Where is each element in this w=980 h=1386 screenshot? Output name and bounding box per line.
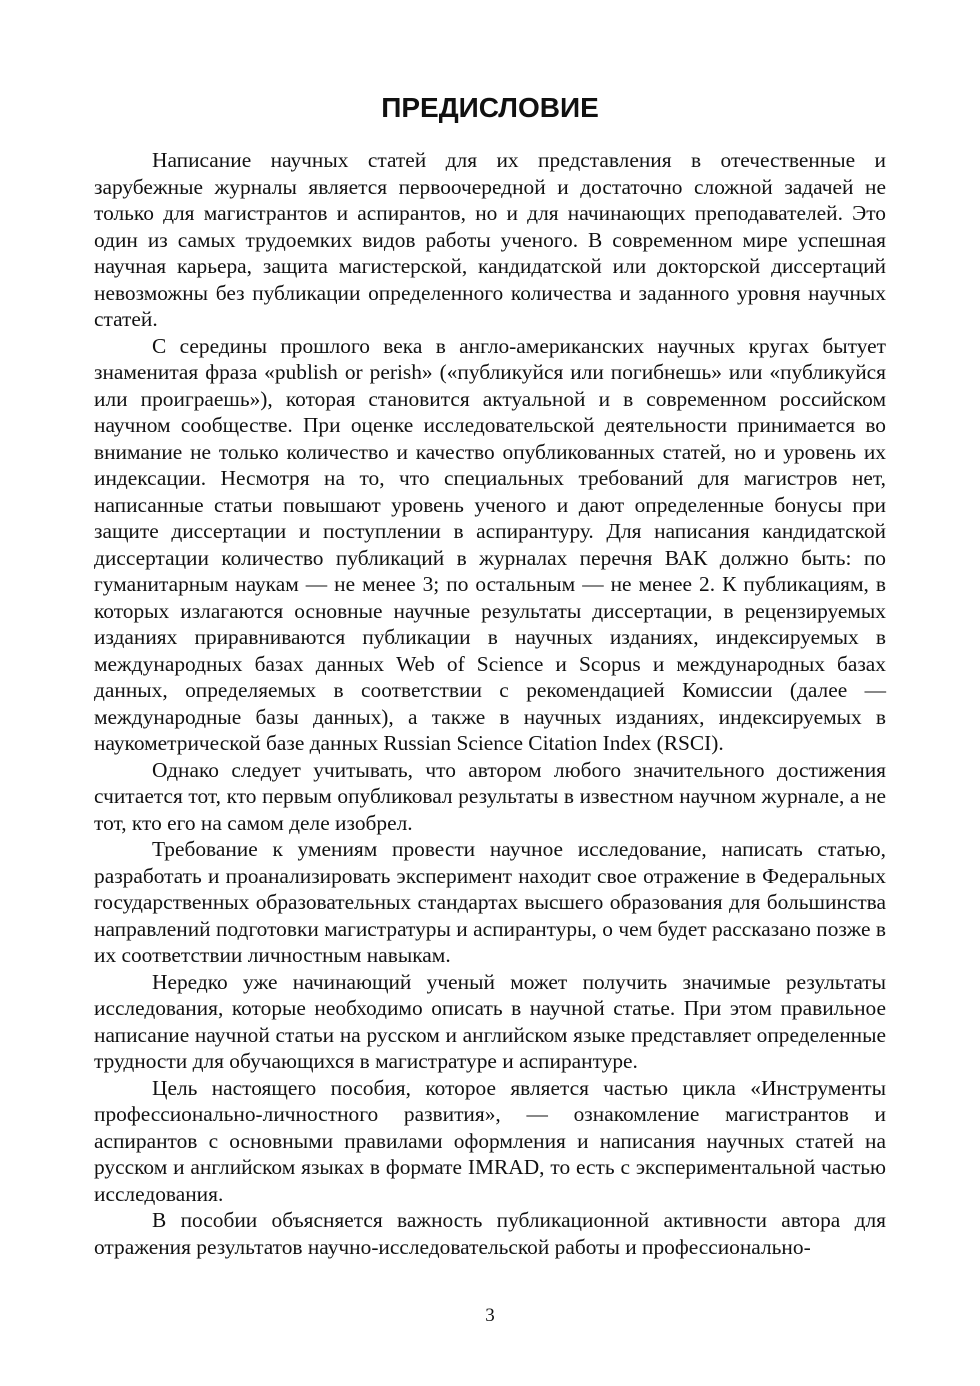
paragraph: В пособии объясняется важность публикационной активности автора для отражения результатов научно-исследовательской работы и профессионально- [94,1208,886,1259]
paragraph: Цель настоящего пособия, которое является частью цикла «Инструменты профессионально-личностного развития», — ознакомление магистрантов и аспирантов с основными правилами оформления и написания научных статей на русском и английском языках в формате IMRAD, то есть с экспериментальной частью исследования. [94,1075,886,1206]
page-number: 3 [485,1305,495,1326]
paragraph: Однако следует учитывать, что автором любого значительного достижения считается тот, кто первым опубликовал результаты в известном научном журнале, а не тот, кто его на самом деле изобрел. [94,757,886,835]
paragraph: Нередко уже начинающий ученый может получить значимые результаты исследования, которые необходимо описать в научной статье. При этом правильное написание научной статьи на русском и английском языке представляет определенные трудности для обучающихся в магистратуре и аспирантуре. [94,969,886,1073]
paragraph: Требование к умениям провести научное исследование, написать статью, разработать и проанализировать эксперимент находит свое отражение в Федеральных государственных образовательных стандартах высшего образования для большинства направлений подготовки магистратуры и аспирантуры, о чем будет рассказано позже в их соответствии личностным навыкам. [94,837,886,967]
paragraph: С середины прошлого века в англо-американских научных кругах бытует знаменитая фраза «publish or perish» («публикуйся или погибнешь» или «публикуйся или проиграешь»), которая становится актуальной и в современном российском научном сообществе. При оценке исследовательской деятельности принимается во внимание не только количество и качество опубликованных статей, но и уровень их индексации. Несмотря на то, что специальных требований для магистров нет, написанные статьи повышают уровень ученого и дают определенные бонусы при защите диссертации и поступлении в аспирантуру. Для написания кандидатской диссертации количество публикаций в журналах перечня ВАК должно быть: по гуманитарным наукам — не менее 3; по остальным — не менее 2. К публикациям, в которых излагаются основные научные результаты диссертации, в рецензируемых изданиях приравниваются публикации в научных изданиях, индексируемых в международных базах данных Web of Science и Scopus и международных базах данных, определяемых в соответствии с рекомендацией Комиссии (далее — международные базы данных), а также в научных изданиях, индексируемых в наукометрической базе данных Russian Science Citation Index (RSCI). [94,333,886,755]
paragraph: Написание научных статей для их представления в отечественные и зарубежные журналы является первоочередной и достаточно сложной задачей не только для магистрантов и аспирантов, но и для начинающих преподавателей. Это один из самых трудоемких видов работы ученого. В современном мире успешная научная карьера, защита магистерской, кандидатской или докторской диссертаций невозможны без публикации определенного количества и заданного уровня научных статей. [94,148,886,331]
document-body [94,147,886,1260]
page-title: ПРЕДИСЛОВИЕ [381,92,599,123]
